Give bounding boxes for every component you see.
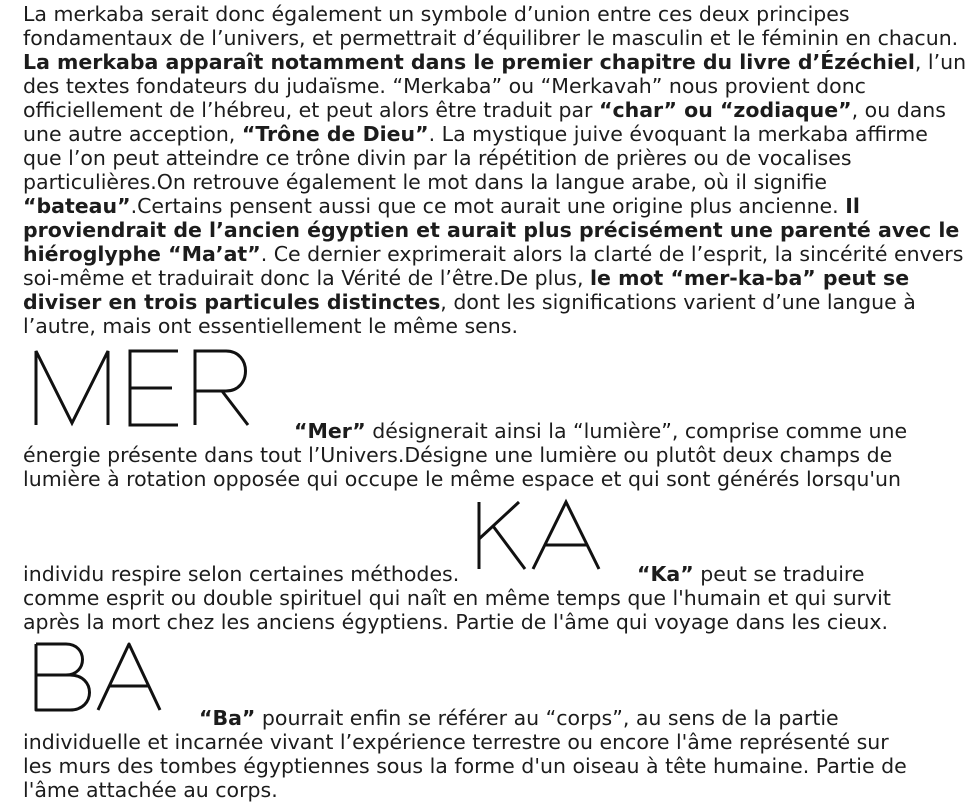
- text-run: , ou dans une autre acception,: [23, 98, 946, 146]
- ba-line-4: l'âme attachée au corps.: [23, 778, 278, 802]
- ka-line-2: comme esprit ou double spirituel qui naît en même temps que l'humain et qui survit: [23, 586, 891, 610]
- ka-line-3: après la mort chez les anciens égyptiens. Partie de l'âme qui voyage dans les cieux.: [23, 610, 889, 634]
- letter-m: [36, 351, 108, 425]
- text-run: .Certains pensent aussi que ce mot aurait une origine plus ancienne.: [130, 194, 846, 218]
- letter-a: [533, 502, 599, 569]
- ba-term: “Ba”: [199, 706, 256, 730]
- bold-run: “Trône de Dieu”: [241, 122, 429, 146]
- bold-run: “char” ou “zodiaque”: [598, 98, 852, 122]
- bold-run: le mot “mer-ka-ba” peut se diviser en trois particules distinctes: [23, 266, 910, 314]
- mer-logo: [30, 345, 255, 430]
- bold-run: La merkaba apparaît notamment dans le premier chapitre du livre d’Ézéchiel: [23, 50, 915, 74]
- intro-paragraph: [23, 2, 968, 338]
- ka-line-1: “Ka” peut se traduire: [637, 562, 865, 586]
- letter-b: [36, 644, 90, 710]
- ka-line-prefix: individu respire selon certaines méthodes.: [23, 562, 460, 586]
- ka-term: “Ka”: [637, 562, 694, 586]
- text-run: . La mystique juive évoquant la merkaba affirme que l’on peut atteindre ce trône divin par la répétition de prières ou de vocalises particulières.On retrouve également le mot dans la langue arabe, où il signifie: [23, 122, 928, 194]
- mer-term: “Mer”: [294, 419, 366, 443]
- mer-line-2: énergie présente dans tout l’Univers.Désigne une lumière ou plutôt deux champs de: [23, 443, 893, 467]
- letter-k: [479, 502, 525, 569]
- text-run: , dont les significations varient d’une langue à l’autre, mais ont essentiellement le même sens.: [23, 290, 916, 338]
- bold-run: Il proviendrait de l’ancien égyptien et aurait plus précisément une parenté avec le hiéroglyphe “Ma’at”: [23, 194, 960, 266]
- text-run: La merkaba serait donc également un symbole d’union entre ces deux principes fondamentaux de l’univers, et permettrait d’équilibrer le masculin et le féminin en chacun.: [23, 2, 959, 50]
- ka-logo: [473, 497, 609, 574]
- ba-logo: [30, 640, 170, 716]
- ba-line-2: individuelle et incarnée vivant l’expérience terrestre ou encore l'âme représenté sur: [23, 730, 889, 754]
- letter-a: [98, 644, 160, 710]
- letter-r: [195, 351, 248, 425]
- mer-line-3: lumière à rotation opposée qui occupe le même espace et qui sont générés lorsqu'un: [23, 467, 901, 491]
- text-run: , l’un des textes fondateurs du judaïsme. “Merkaba” ou “Merkavah” nous provient donc officiellement de l’hébreu, et peut alors être traduit par: [23, 50, 967, 122]
- letter-e: [130, 351, 178, 425]
- ba-line-3: les murs des tombes égyptiennes sous la forme d'un oiseau à tête humaine. Partie de: [23, 754, 907, 778]
- mer-line-1: “Mer” désignerait ainsi la “lumière”, comprise comme une: [294, 419, 908, 443]
- bold-run: “bateau”: [23, 194, 131, 218]
- ba-line-1: “Ba” pourrait enfin se référer au “corps”, au sens de la partie: [199, 706, 839, 730]
- text-run: . Ce dernier exprimerait alors la clarté de l’esprit, la sincérité envers soi-même et traduirait donc la Vérité de l’être.De plus,: [23, 242, 964, 290]
